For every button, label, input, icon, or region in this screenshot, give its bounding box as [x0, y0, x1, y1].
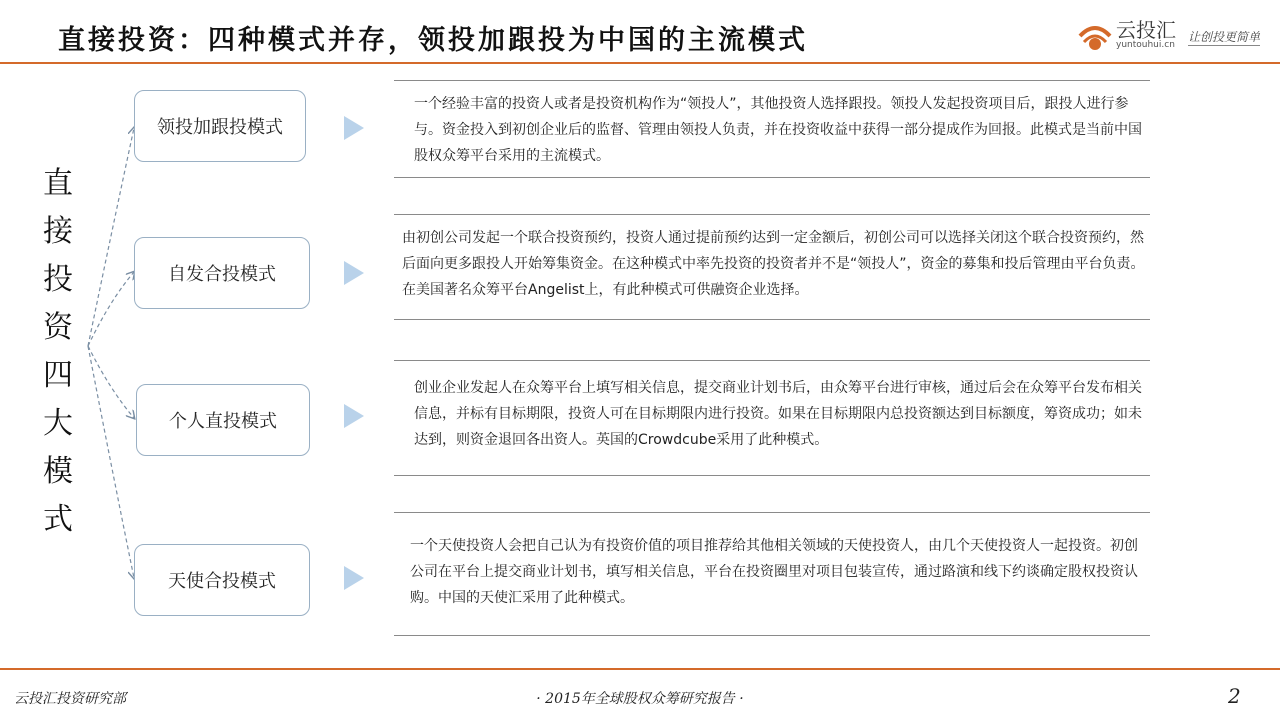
connector-line — [88, 128, 134, 346]
mode-description — [394, 360, 1150, 476]
connector-line — [88, 346, 134, 578]
left-title-char: 资 — [43, 310, 73, 345]
logo-slogan: 让创投更简单 — [1188, 30, 1261, 44]
mode-box-lead-follow — [134, 90, 306, 162]
description-text: 一个天使投资人会把自己认为有投资价值的项目推荐给其他相关领域的天使投资人，由几个天使投资人一起投资。初创公司在平台上提交商业计划书，填写相关信息，平台在投资圈里对项目包装宣传，通过路演和线下约谈确定股权投资认购。中国的天使汇采用了此种模式。 — [410, 538, 1138, 606]
logo — [1076, 12, 1276, 58]
page-title: 直接投资：四种模式并存，领投加跟投为中国的主流模式 — [58, 25, 808, 56]
footer-department: 云投汇投资研究部 — [14, 691, 126, 707]
logo-eye-icon — [1076, 14, 1114, 54]
arrow-right-icon — [344, 566, 364, 590]
arrow-right-icon — [344, 116, 364, 140]
left-title-char: 投 — [43, 262, 73, 297]
description-text: 由初创公司发起一个联合投资预约，投资人通过提前预约达到一定金额后，初创公司可以选择关闭这个联合投资预约，然后面向更多跟投人开始筹集资金。在这种模式中率先投资的投资者并不是“领投人”，资金的募集和投后管理由平台负责。在美国著名众筹平台Angelist上，有此种模式可供融资企业选择。 — [402, 230, 1145, 298]
mode-description — [394, 214, 1150, 320]
description-text: 创业企业发起人在众筹平台上填写相关信息，提交商业计划书后，由众筹平台进行审核，通过后会在众筹平台发布相关信息，并标有目标期限，投资人可在目标期限内进行投资。如果在目标期限内总投资额达到目标额度，筹资成功；如未达到，则资金退回各出资人。英国的Crowdcube采用了此种模式。 — [414, 380, 1142, 448]
mode-box-individual-direct — [136, 384, 310, 456]
mode-label: 个人直投模式 — [169, 411, 277, 432]
footer-report-title: · 2015年全球股权众筹研究报告 · — [536, 691, 744, 707]
header-divider — [0, 62, 1280, 64]
left-title-char: 大 — [43, 406, 73, 441]
connector-line — [88, 272, 134, 346]
page-number: 2 — [1228, 684, 1241, 708]
logo-url: yuntouhui.cn — [1116, 40, 1175, 50]
mode-label: 领投加跟投模式 — [157, 117, 283, 138]
left-title-char: 接 — [43, 214, 73, 249]
arrow-right-icon — [344, 261, 364, 285]
description-text: 一个经验丰富的投资人或者是投资机构作为“领投人”，其他投资人选择跟投。领投人发起投资项目后，跟投人进行参与。资金投入到初创企业后的监督、管理由领投人负责，并在投资收益中获得一部分提成作为回报。此模式是当前中国股权众筹平台采用的主流模式。 — [414, 96, 1142, 164]
mode-description — [394, 80, 1150, 178]
mode-label: 天使合投模式 — [168, 571, 276, 592]
logo-name: 云投汇 — [1116, 18, 1176, 42]
left-title-char: 模 — [43, 454, 73, 489]
left-vertical-title — [40, 160, 76, 544]
mode-description — [394, 512, 1150, 636]
left-title-char: 式 — [43, 502, 73, 537]
mode-box-self-initiated — [134, 237, 310, 309]
footer-divider — [0, 668, 1280, 670]
left-title-char: 直 — [43, 166, 73, 201]
mode-label: 自发合投模式 — [168, 264, 276, 285]
connector-line — [88, 346, 134, 418]
left-title-char: 四 — [43, 358, 73, 393]
mode-box-angel-co-invest — [134, 544, 310, 616]
arrow-right-icon — [344, 404, 364, 428]
